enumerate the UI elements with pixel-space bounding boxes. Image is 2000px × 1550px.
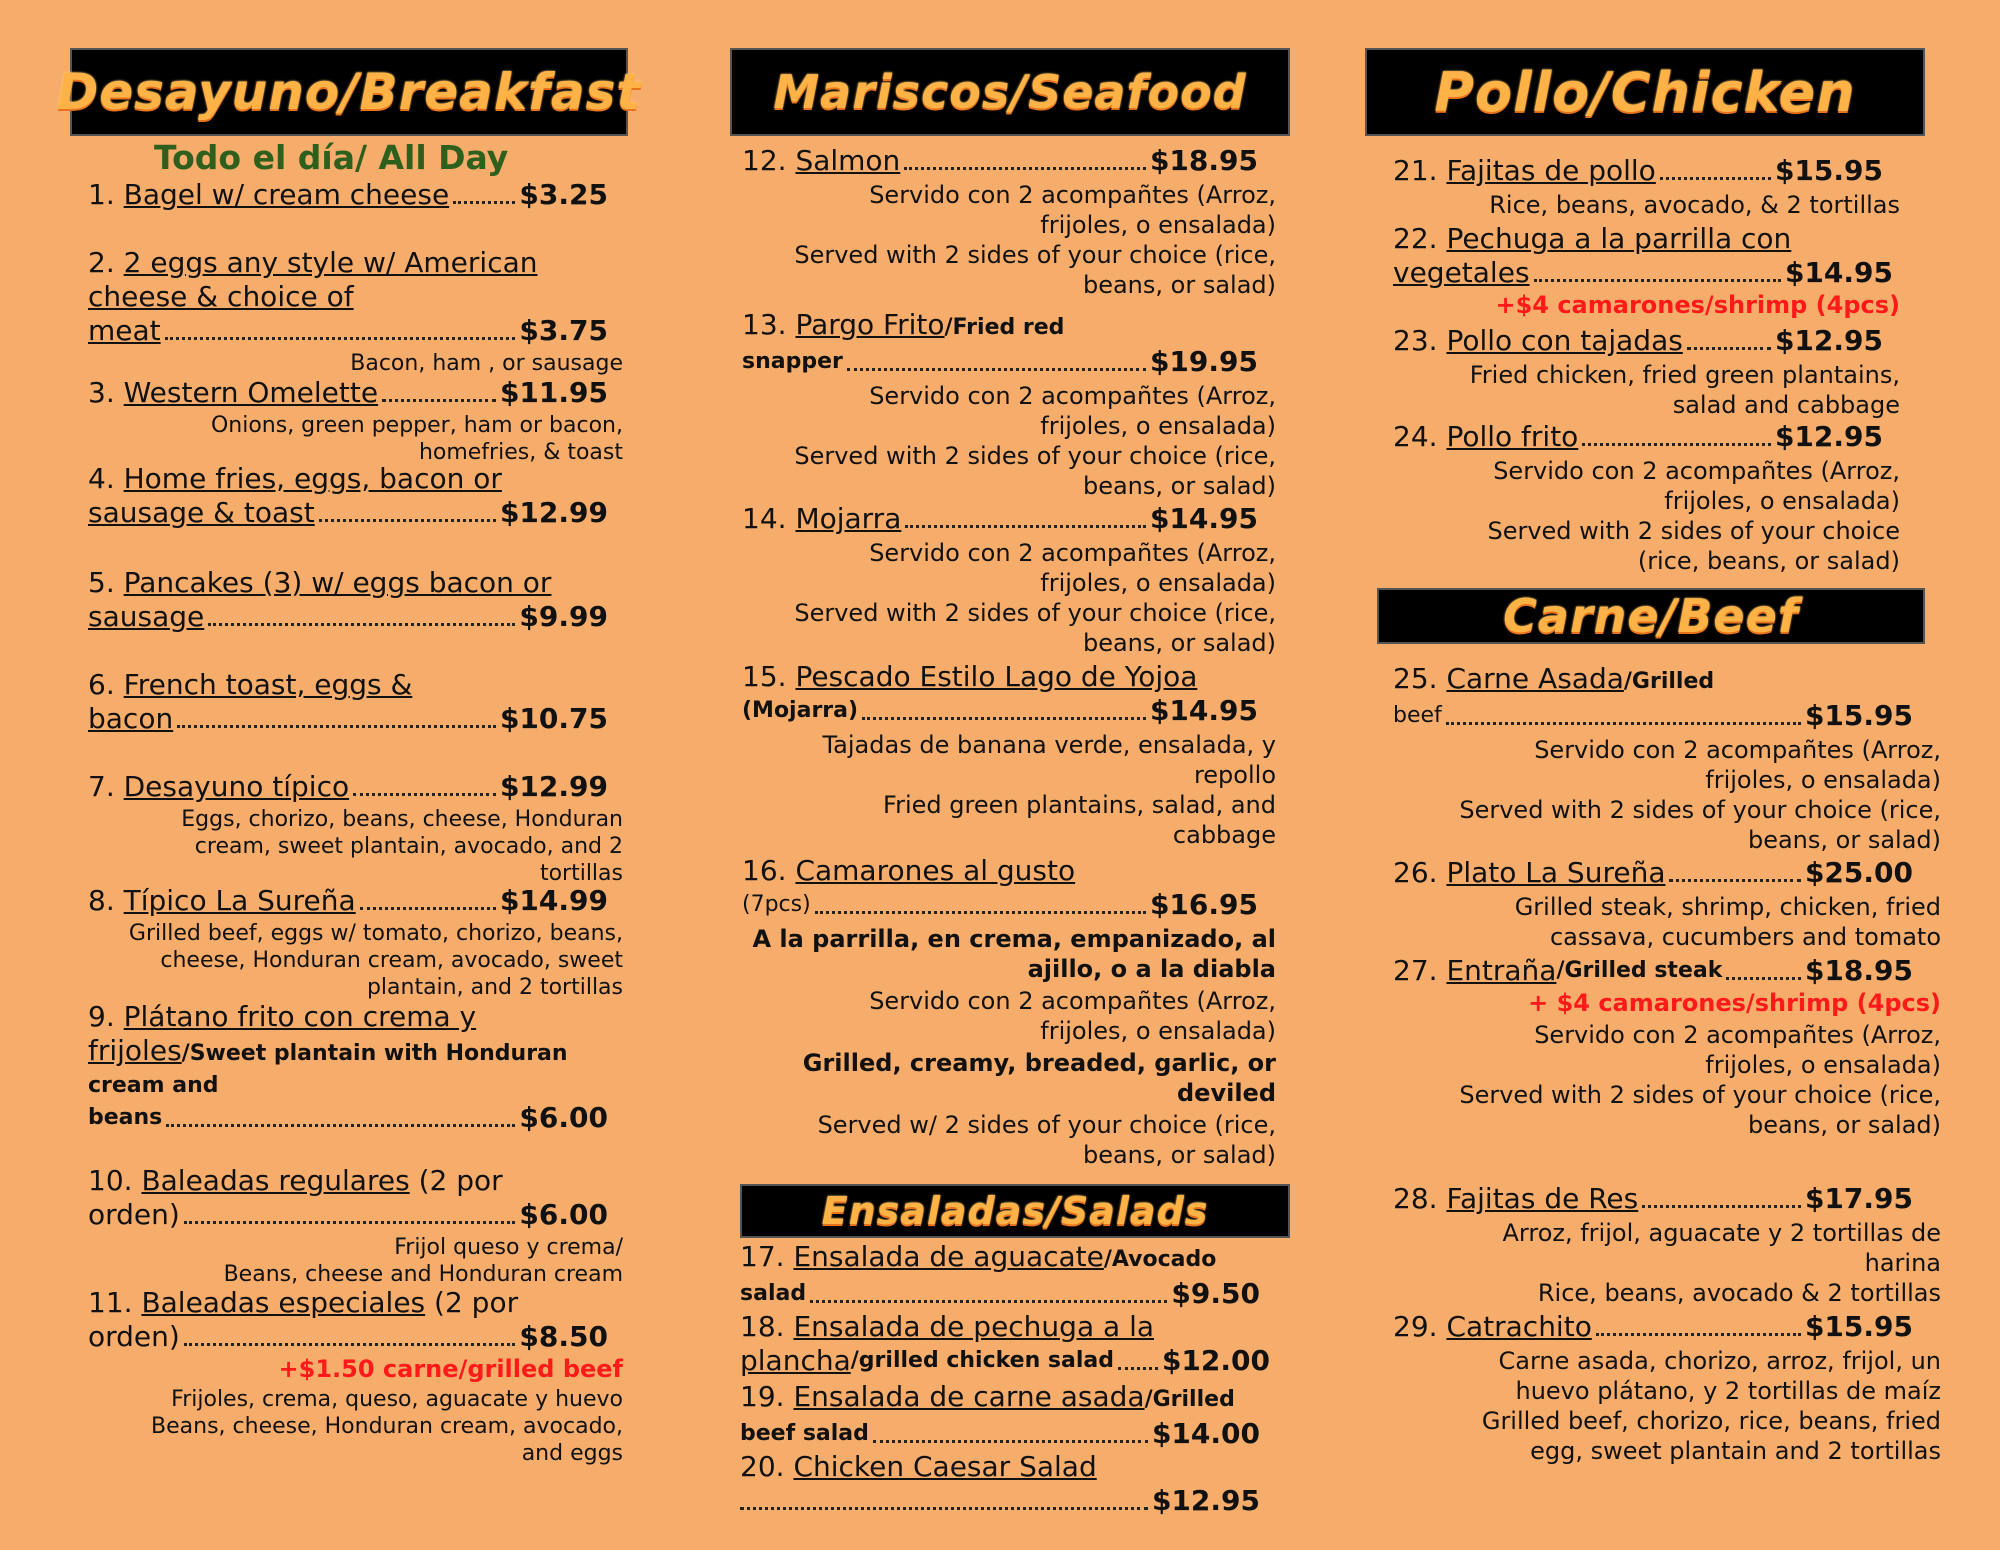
breakfast-title: Desayuno/Breakfast <box>56 63 642 121</box>
breakfast-subtitle: Todo el día/ All Day <box>154 138 509 177</box>
item-name: Pechuga a la parrilla con <box>1446 222 1792 255</box>
menu-item-7: 7. Desayuno típico $12.99 Eggs, chorizo, beans, cheese, Honduran cream, sweet plantain, avocado, and 2 tortillas <box>88 770 623 886</box>
menu-item-21: 21. Fajitas de pollo $15.95 Rice, beans, avocado, & 2 tortillas <box>1393 154 1900 219</box>
menu-item-12: 12. Salmon $18.95 Servido con 2 acompañtes (Arroz, frijoles, o ensalada) Served with 2 sides of your choice (rice, beans, or salad) <box>742 144 1276 299</box>
item-name: Plátano frito con crema y <box>123 1000 477 1033</box>
beef-title: Carne/Beef <box>1503 589 1799 643</box>
item-price: $14.95 <box>1149 502 1258 535</box>
item-price: $12.95 <box>1774 420 1883 453</box>
item-price: $3.75 <box>519 314 608 347</box>
item-price: $18.95 <box>1149 144 1258 177</box>
item-price: $14.95 <box>1149 694 1258 727</box>
menu-item-19: 19. Ensalada de carne asada/Grilled beef salad $14.00 <box>740 1380 1260 1450</box>
menu-item-28: 28. Fajitas de Res $17.95 Arroz, frijol, aguacate y 2 tortillas de harina Rice, beans, avocado & 2 tortillas <box>1393 1182 1941 1307</box>
item-extra: +$1.50 carne/grilled beef <box>278 1355 623 1383</box>
item-price: $25.00 <box>1804 856 1913 889</box>
item-price: $14.99 <box>499 884 608 917</box>
menu-item-16: 16. Camarones al gusto (7pcs) $16.95 A la parrilla, en crema, empanizado, al ajillo, o a la diabla Servido con 2 acompañtes (Arroz, frijoles, o ensalada) Grilled, creamy, breaded, garlic, or deviled Served w/ 2 sides of your choice (rice, beans, or salad) <box>742 854 1276 1169</box>
item-price: $15.95 <box>1774 154 1883 187</box>
menu-item-8: 8. Típico La Sureña $14.99 Grilled beef, eggs w/ tomato, chorizo, beans, cheese, Honduran cream, avocado, sweet plantain, and 2 tortillas <box>88 884 623 1000</box>
item-name: Entraña <box>1446 954 1557 987</box>
item-description: Grilled steak, shrimp, chicken, fried cassava, cucumbers and tomato <box>1514 893 1941 951</box>
item-name: 2 eggs any style w/ American <box>123 246 538 279</box>
item-price: $12.99 <box>499 496 608 529</box>
item-description: Bacon, ham , or sausage <box>350 351 623 376</box>
item-name: Pollo con tajadas <box>1446 324 1683 357</box>
item-price: $12.99 <box>499 770 608 803</box>
item-price: $3.25 <box>519 178 608 211</box>
breakfast-banner <box>56 48 642 136</box>
item-name: Chicken Caesar Salad <box>793 1450 1097 1483</box>
item-description: Arroz, frijol, aguacate y 2 tortillas de harina Rice, beans, avocado & 2 tortillas <box>1502 1219 1941 1307</box>
menu-item-11: 11. Baleadas especiales (2 por orden) $8.50 +$1.50 carne/grilled beef Frijoles, crema, queso, aguacate y huevo Beans, cheese, Honduran cream, avocado, and eggs <box>88 1286 623 1466</box>
item-name: Fajitas de pollo <box>1446 154 1656 187</box>
item-name: Bagel w/ cream cheese <box>123 178 450 211</box>
item-name: Pescado Estilo Lago de Yojoa <box>795 660 1198 693</box>
item-description: Fried chicken, fried green plantains, salad and cabbage <box>1469 361 1900 419</box>
seafood-title: Mariscos/Seafood <box>773 65 1247 119</box>
item-price: $17.95 <box>1804 1182 1913 1215</box>
item-description: Servido con 2 acompañtes (Arroz, frijoles, o ensalada) Served with 2 sides of your choice (rice, beans, or salad) <box>794 181 1276 299</box>
item-name: Plato La Sureña <box>1446 856 1666 889</box>
seafood-banner <box>730 48 1290 136</box>
item-price: $14.95 <box>1784 256 1893 289</box>
item-price: $9.50 <box>1171 1277 1260 1310</box>
menu-item-24: 24. Pollo frito $12.95 Servido con 2 acompañtes (Arroz, frijoles, o ensalada) Served with 2 sides of your choice (rice, beans, or salad) <box>1393 420 1900 575</box>
menu-item-20: 20. Chicken Caesar Salad $12.95 <box>740 1450 1260 1517</box>
item-name: Catrachito <box>1446 1310 1592 1343</box>
item-price: $12.95 <box>1774 324 1883 357</box>
item-name: Típico La Sureña <box>123 884 356 917</box>
item-name: Western Omelette <box>123 376 379 409</box>
item-name: Ensalada de carne asada <box>793 1380 1145 1413</box>
menu-item-23: 23. Pollo con tajadas $12.95 Fried chicken, fried green plantains, salad and cabbage <box>1393 324 1900 419</box>
item-price: $14.00 <box>1151 1417 1260 1450</box>
menu-item-29: 29. Catrachito $15.95 Carne asada, chorizo, arroz, frijol, un huevo plátano, y 2 tortillas de maíz Grilled beef, chorizo, rice, beans, fried egg, sweet plantain and 2 tortillas <box>1393 1310 1941 1465</box>
item-description: Frijol queso y crema/ Beans, cheese and Honduran cream <box>223 1235 623 1287</box>
item-description: Servido con 2 acompañtes (Arroz, frijoles, o ensalada) Served with 2 sides of your choice (rice, beans, or salad) <box>794 382 1276 500</box>
item-extra: + $4 camarones/shrimp (4pcs) <box>1528 989 1941 1017</box>
item-price: $8.50 <box>519 1320 608 1353</box>
menu-item-25: 25. Carne Asada/Grilled beef $15.95 Servido con 2 acompañtes (Arroz, frijoles, o ensalada) Served with 2 sides of your choice (rice, beans, or salad) <box>1393 662 1941 854</box>
menu-item-3: 3. Western Omelette $11.95 Onions, green pepper, ham or bacon, homefries, & toast <box>88 376 623 465</box>
menu-item-17: 17. Ensalada de aguacate/Avocado salad $9.50 <box>740 1240 1260 1310</box>
menu-item-4: 4. Home fries, eggs, bacon or sausage & toast $12.99 <box>88 462 608 529</box>
item-description: Onions, green pepper, ham or bacon, homefries, & toast <box>210 413 623 465</box>
item-description: Eggs, chorizo, beans, cheese, Honduran cream, sweet plantain, avocado, and 2 tortillas <box>181 807 623 886</box>
item-price: $15.95 <box>1804 1310 1913 1343</box>
item-price: $18.95 <box>1804 954 1913 987</box>
item-price: $12.95 <box>1151 1484 1260 1517</box>
item-price: $15.95 <box>1804 699 1913 732</box>
chicken-banner <box>1365 48 1925 136</box>
item-name: Desayuno típico <box>123 770 350 803</box>
item-price: $9.99 <box>519 600 608 633</box>
menu-item-13: 13. Pargo Frito/Fried red snapper $19.95 Servido con 2 acompañtes (Arroz, frijoles, o ensalada) Served with 2 sides of your choice (rice, beans, or salad) <box>742 308 1276 500</box>
menu-item-10: 10. Baleadas regulares (2 por orden) $6.00 Frijol queso y crema/ Beans, cheese and Honduran cream <box>88 1164 623 1287</box>
item-price: $6.00 <box>519 1198 608 1231</box>
item-name: Pancakes (3) w/ eggs bacon or <box>123 566 552 599</box>
item-price: $12.00 <box>1161 1344 1270 1377</box>
item-price: $19.95 <box>1149 345 1258 378</box>
item-name: Pargo Frito <box>795 308 945 341</box>
item-description: A la parrilla, en crema, empanizado, al ajillo, o a la diabla <box>752 925 1276 983</box>
item-description: Servido con 2 acompañtes (Arroz, frijoles, o ensalada) Served with 2 sides of your choice (rice, beans, or salad) <box>1487 457 1900 575</box>
item-name: Salmon <box>795 144 901 177</box>
salads-banner <box>740 1184 1290 1238</box>
menu-item-27: 27. Entraña /Grilled steak $18.95 + $4 camarones/shrimp (4pcs) Servido con 2 acompañtes (Arroz, frijoles, o ensalada) Served with 2 sides of your choice (rice, beans, or salad) <box>1393 954 1941 1139</box>
item-description: Frijoles, crema, queso, aguacate y huevo Beans, cheese, Honduran cream, avocado, and eggs <box>151 1387 623 1466</box>
item-name: French toast, eggs & <box>123 668 413 701</box>
item-description: Servido con 2 acompañtes (Arroz, frijoles, o ensalada) Served with 2 sides of your choice (rice, beans, or salad) <box>794 539 1276 657</box>
menu-item-18: 18. Ensalada de pechuga a la plancha /grilled chicken salad $12.00 <box>740 1310 1270 1377</box>
item-description: Rice, beans, avocado, & 2 tortillas <box>1489 191 1900 219</box>
menu-item-26: 26. Plato La Sureña $25.00 Grilled steak, shrimp, chicken, fried cassava, cucumbers and tomato <box>1393 856 1941 951</box>
item-price: $6.00 <box>519 1101 608 1134</box>
item-description: Grilled beef, eggs w/ tomato, chorizo, beans, cheese, Honduran cream, avocado, sweet plantain, and 2 tortillas <box>128 921 623 1000</box>
item-description: Servido con 2 acompañtes (Arroz, frijoles, o ensalada) Served with 2 sides of your choice (rice, beans, or salad) <box>1459 1021 1941 1139</box>
menu-item-1: 1. Bagel w/ cream cheese $3.25 <box>88 178 608 211</box>
item-name: Mojarra <box>795 502 902 535</box>
item-price: $16.95 <box>1149 888 1258 921</box>
item-extra: +$4 camarones/shrimp (4pcs) <box>1495 291 1900 319</box>
menu-item-15: 15. Pescado Estilo Lago de Yojoa (Mojarra) $14.95 Tajadas de banana verde, ensalada, y repollo Fried green plantains, salad, and cabbage <box>742 660 1276 849</box>
menu-item-5: 5. Pancakes (3) w/ eggs bacon or sausage $9.99 <box>88 566 608 633</box>
beef-banner <box>1377 588 1925 644</box>
item-description: Carne asada, chorizo, arroz, frijol, un huevo plátano, y 2 tortillas de maíz Grilled beef, chorizo, rice, beans, fried egg, sweet plantain and 2 tortillas <box>1481 1347 1941 1465</box>
item-name: Ensalada de pechuga a la <box>793 1310 1155 1343</box>
item-name: Fajitas de Res <box>1446 1182 1639 1215</box>
menu-item-6: 6. French toast, eggs & bacon $10.75 <box>88 668 608 735</box>
chicken-title: Pollo/Chicken <box>1434 60 1856 124</box>
menu-item-2: 2. 2 eggs any style w/ American cheese & choice of meat $3.75 Bacon, ham , or sausage <box>88 246 623 376</box>
item-name: Ensalada de aguacate <box>793 1240 1104 1273</box>
item-price: $10.75 <box>499 702 608 735</box>
salads-title: Ensaladas/Salads <box>821 1189 1209 1233</box>
item-name: Carne Asada <box>1446 662 1624 695</box>
menu-item-22: 22. Pechuga a la parrilla con vegetales $14.95 +$4 camarones/shrimp (4pcs) <box>1393 222 1900 319</box>
menu-item-9: 9. Plátano frito con crema y frijoles/Sweet plantain with Honduran cream and beans $6.00 <box>88 1000 608 1134</box>
item-name: Camarones al gusto <box>795 854 1076 887</box>
item-price: $11.95 <box>499 376 608 409</box>
item-name: Pollo frito <box>1446 420 1579 453</box>
item-description: Servido con 2 acompañtes (Arroz, frijoles, o ensalada) Served with 2 sides of your choice (rice, beans, or salad) <box>1459 736 1941 854</box>
menu-item-14: 14. Mojarra $14.95 Servido con 2 acompañtes (Arroz, frijoles, o ensalada) Served with 2 sides of your choice (rice, beans, or salad) <box>742 502 1276 657</box>
item-name: Baleadas regulares <box>141 1164 410 1197</box>
item-name: Home fries, eggs, bacon or <box>123 462 502 495</box>
item-name: Baleadas especiales <box>141 1286 426 1319</box>
item-description: Tajadas de banana verde, ensalada, y repollo Fried green plantains, salad, and cabbage <box>822 731 1276 849</box>
